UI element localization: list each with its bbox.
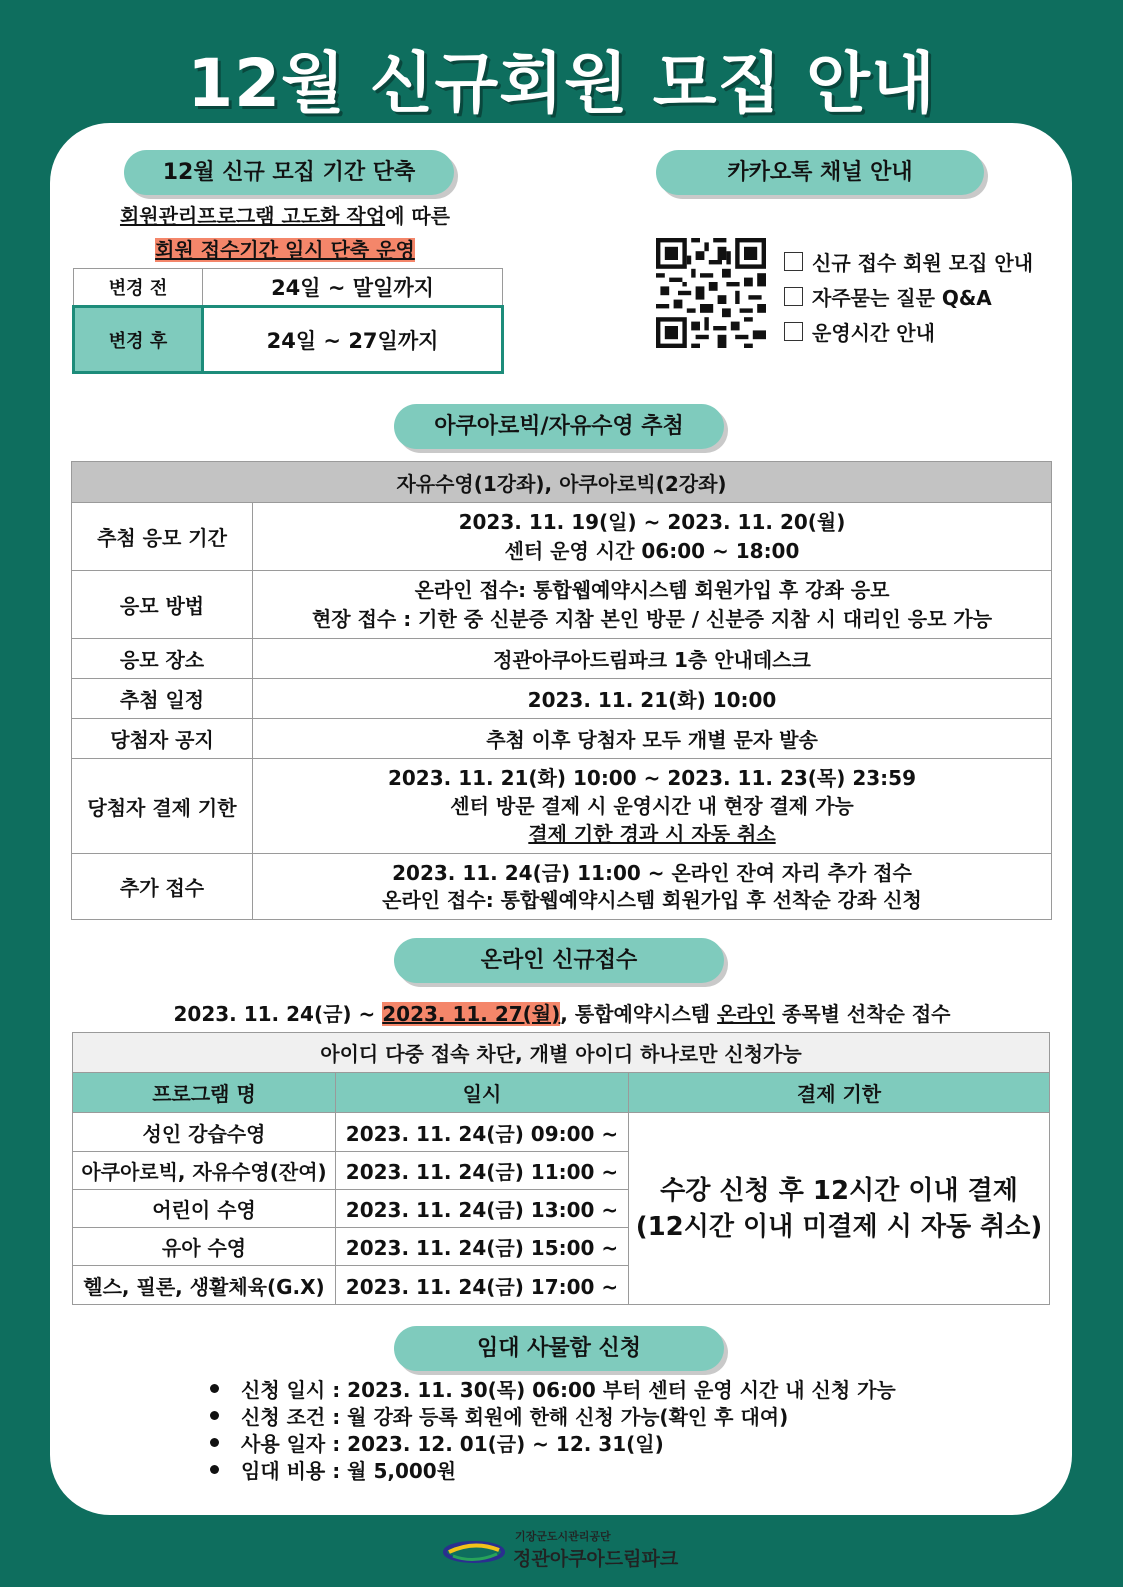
bullet-icon — [210, 1438, 219, 1447]
period-change-table — [72, 268, 504, 374]
bullet-icon — [210, 1465, 219, 1474]
online-table — [72, 1032, 1050, 1305]
lottery-value — [253, 571, 1052, 639]
list-item-text: 신청 일시 : 2023. 11. 30(목) 06:00 부터 센터 운영 시간 내 신청 가능 — [241, 1378, 896, 1402]
lottery-line: 온라인 접수: 통합웹예약시스템 회원가입 후 강좌 응모 — [414, 577, 890, 602]
payment-deadline — [629, 1113, 1050, 1305]
lottery-line: 2023. 11. 21(화) 10:00 — [527, 688, 777, 712]
list-item-text: 신청 조건 : 월 강좌 등록 회원에 한해 신청 가능(확인 후 대여) — [241, 1405, 789, 1429]
online-date-mid: , 통합예약시스템 — [560, 1002, 718, 1026]
checkbox-icon — [784, 322, 803, 341]
col-payment: 결제 기한 — [629, 1073, 1050, 1113]
program-time: 2023. 11. 24(금) 13:00 ~ — [336, 1190, 629, 1228]
program-name: 헬스, 필론, 생활체육(G.X) — [73, 1266, 336, 1305]
lottery-label: 당첨자 결제 기한 — [72, 759, 253, 854]
lottery-label: 응모 방법 — [72, 571, 253, 639]
lottery-line: 센터 방문 결제 시 운영시간 내 현장 결제 가능 — [450, 794, 854, 818]
checkbox-icon — [784, 252, 803, 271]
online-date-tail: 종목별 선착순 접수 — [775, 1002, 951, 1026]
list-item — [210, 1402, 896, 1429]
period-line1 — [70, 200, 500, 229]
period-line2-highlight: 회원 접수기간 일시 단축 운영 — [155, 238, 415, 262]
locker-list — [210, 1375, 896, 1483]
lottery-value — [253, 759, 1052, 854]
kakao-item-label: 신규 접수 회원 모집 안내 — [812, 251, 1034, 275]
program-name: 아쿠아로빅, 자유수영(잔여) — [73, 1152, 336, 1190]
lottery-value — [253, 854, 1052, 920]
lottery-value — [253, 679, 1052, 719]
online-date-online: 온라인 — [717, 1002, 776, 1026]
payment-line1: 수강 신청 후 12시간 이내 결제 — [660, 1175, 1018, 1206]
lottery-line: 온라인 접수: 통합웹예약시스템 회원가입 후 선착순 강좌 신청 — [382, 887, 922, 912]
lottery-value — [253, 719, 1052, 759]
kakao-item — [784, 279, 1033, 314]
lottery-value — [253, 639, 1052, 679]
checkbox-icon — [784, 287, 803, 306]
payment-line2: (12시간 이내 미결제 시 자동 취소) — [635, 1211, 1043, 1242]
after-value: 24일 ~ 27일까지 — [203, 307, 503, 373]
online-notice: 아이디 다중 접속 차단, 개별 아이디 하나로만 신청가능 — [73, 1033, 1050, 1073]
program-name: 유아 수영 — [73, 1228, 336, 1266]
list-item — [210, 1456, 896, 1483]
period-line2 — [70, 234, 500, 263]
lottery-label: 당첨자 공지 — [72, 719, 253, 759]
locker-pill: 임대 사물함 신청 — [394, 1326, 724, 1371]
lottery-label: 응모 장소 — [72, 639, 253, 679]
footer-org: 기장군도시관리공단 — [515, 1530, 611, 1543]
after-label: 변경 후 — [74, 307, 203, 373]
program-name: 성인 강습수영 — [73, 1113, 336, 1152]
lottery-label: 추첨 응모 기간 — [72, 503, 253, 571]
col-program: 프로그램 명 — [73, 1073, 336, 1113]
period-line1-underlined: 회원관리프로그램 고도화 작업 — [119, 204, 386, 228]
lottery-table — [71, 461, 1052, 920]
bullet-icon — [210, 1384, 219, 1393]
lottery-line: 결제 기한 경과 시 자동 취소 — [528, 822, 776, 846]
period-line1-rest: 에 따른 — [385, 204, 451, 228]
col-time: 일시 — [336, 1073, 629, 1113]
online-date-line — [70, 998, 1054, 1027]
lottery-line: 현장 접수 : 기한 중 신분증 지참 본인 방문 / 신분증 지참 시 대리인 응모 가능 — [311, 606, 993, 631]
kakao-list — [784, 244, 1033, 349]
footer-name: 정관아쿠아드림파크 — [513, 1548, 679, 1570]
period-pill: 12월 신규 모집 기간 단축 — [124, 150, 454, 195]
program-time: 2023. 11. 24(금) 11:00 ~ — [336, 1152, 629, 1190]
online-date-end: 2023. 11. 27(월) — [382, 1002, 561, 1026]
lottery-pill: 아쿠아로빅/자유수영 추첨 — [394, 404, 724, 449]
program-time: 2023. 11. 24(금) 09:00 ~ — [336, 1113, 629, 1152]
lottery-line: 2023. 11. 24(금) 11:00 ~ 온라인 잔여 자리 추가 접수 — [392, 860, 912, 885]
list-item-text: 사용 일자 : 2023. 12. 01(금) ~ 12. 31(일) — [241, 1432, 664, 1456]
before-label: 변경 전 — [74, 269, 203, 307]
swirl-logo-icon — [443, 1538, 505, 1566]
footer-logo-block — [443, 1528, 683, 1578]
lottery-label: 추첨 일정 — [72, 679, 253, 719]
lottery-line: 2023. 11. 19(일) ~ 2023. 11. 20(월) — [458, 509, 846, 534]
online-date-start: 2023. 11. 24(금) ~ — [173, 1002, 383, 1026]
program-name: 어린이 수영 — [73, 1190, 336, 1228]
lottery-line: 센터 운영 시간 06:00 ~ 18:00 — [504, 538, 800, 563]
lottery-value — [253, 503, 1052, 571]
online-pill: 온라인 신규접수 — [394, 938, 724, 983]
program-time: 2023. 11. 24(금) 15:00 ~ — [336, 1228, 629, 1266]
qr-code-icon[interactable] — [656, 238, 766, 348]
before-value: 24일 ~ 말일까지 — [203, 269, 503, 307]
kakao-item — [784, 314, 1033, 349]
list-item — [210, 1375, 896, 1402]
kakao-item-label: 자주묻는 질문 Q&A — [812, 286, 992, 310]
program-time: 2023. 11. 24(금) 17:00 ~ — [336, 1266, 629, 1305]
page-title: 12월 신규회원 모집 안내 — [187, 45, 936, 122]
lottery-label: 추가 접수 — [72, 854, 253, 920]
bullet-icon — [210, 1411, 219, 1420]
lottery-line: 정관아쿠아드림파크 1층 안내데스크 — [493, 648, 811, 672]
lottery-header: 자유수영(1강좌), 아쿠아로빅(2강좌) — [72, 462, 1052, 503]
list-item — [210, 1429, 896, 1456]
lottery-line: 2023. 11. 21(화) 10:00 ~ 2023. 11. 23(목) 23:59 — [387, 766, 917, 790]
kakao-item-label: 운영시간 안내 — [812, 321, 935, 345]
lottery-line: 추첨 이후 당첨자 모두 개별 문자 발송 — [486, 728, 818, 752]
kakao-item — [784, 244, 1033, 279]
list-item-text: 임대 비용 : 월 5,000원 — [241, 1459, 457, 1483]
kakao-pill: 카카오톡 채널 안내 — [656, 150, 984, 195]
